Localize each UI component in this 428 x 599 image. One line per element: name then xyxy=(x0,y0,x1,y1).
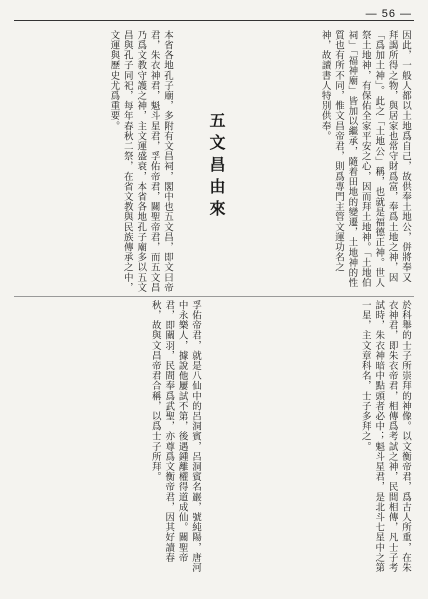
text-block-bottom-right: 於科舉的士子所崇拜的神像。以文衡帝君，爲古人所重，在朱衣神君，即朱衣帝君，相傳爲考試之神，民間相傳，凡士子考試時，朱衣神暗中點頭者必中；魁斗星君，是北斗七星中之第一星，主文章科名，士子多拜之。 xyxy=(359,300,411,573)
text-block-top-right: 因此，一般人都以土地爲自己，故供奉土地公，併將奉又拜謁所得之物，與居家也常守財爲富，奉爲土地之神，因「爲加土神」。此之「土地公」稱，也就是福德正神。世人祭土地神，有保佑全家平安之心，因而拜土地神。「土地伯祠」「福神廟」皆加以繼承，隨着田地的變遷，土地神的性質也有所不同，惟文昌帝君，則爲專門主管文運功名之神，故讀書人特別供奉。 xyxy=(319,30,411,288)
text-block-top-left: 本省各地孔子廟，多附有文昌祠，閣中也五文昌，即文曰帝君，朱衣神君，魁斗星君，孚佑帝君，關聖帝君，而五文昌乃爲文教守護之神，主文運盛衰，本省各地孔子廟多以五文昌與孔子同祀，每年春秋二祭，在省文教與民族傳承之中，文運與歷史尤爲重要。 xyxy=(108,30,173,293)
article-title: 五文昌由來 xyxy=(207,112,226,222)
header-rule xyxy=(14,20,414,21)
text-block-bottom-left: 孚佑帝君，就是八仙中的呂洞賓，呂洞賓名巖，號純陽，唐河中永樂人，據說他屢試不第，後遇鍾離權得道成仙。關聖帝君，即關羽，民間奉爲武聖，亦尊爲文衡帝君，因其好讀春秋，故與文昌帝君合稱，以爲士子所拜。 xyxy=(149,300,201,573)
page-number: — 56 — xyxy=(365,8,412,20)
section-divider xyxy=(14,296,414,297)
